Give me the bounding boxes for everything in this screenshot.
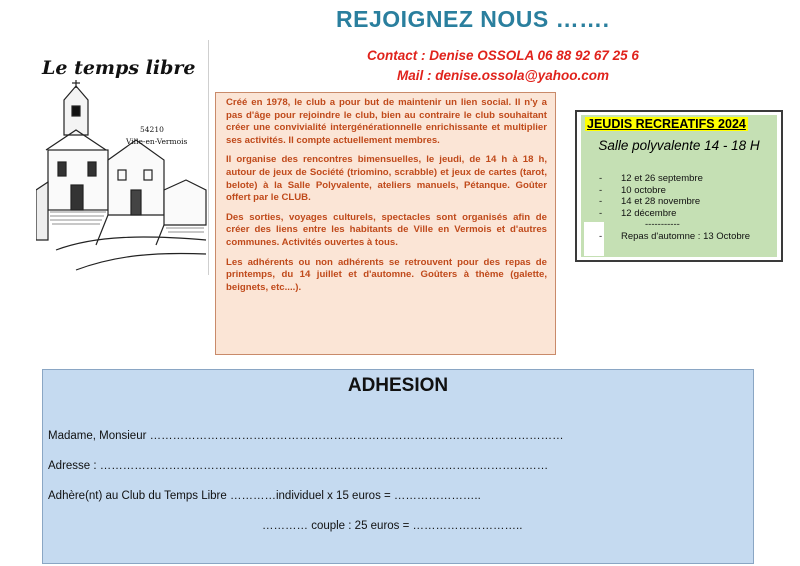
contact-phone: Contact : Denise OSSOLA 06 88 92 67 25 6 bbox=[367, 48, 639, 63]
name-field[interactable]: Madame, Monsieur ……………………………………………………………………………………………… bbox=[48, 430, 564, 442]
form-title: ADHESION bbox=[347, 375, 449, 396]
contact-email: Mail : denise.ossola@yahoo.com bbox=[397, 68, 609, 83]
list-item: - 10 octobre bbox=[599, 184, 666, 196]
description-paragraph: Des sorties, voyages culturels, spectacles sont organisés afin de créer des liens entre les habitants de Ville en Vermois et d'autres communes. Activités ouvertes à tous. bbox=[226, 211, 547, 248]
schedule-panel bbox=[581, 115, 777, 257]
list-item: - 12 et 26 septembre bbox=[599, 173, 703, 184]
individual-fee-field[interactable]: Adhère(nt) au Club du Temps Libre …………individuel x 15 euros = ………………….. bbox=[48, 490, 481, 502]
schedule-location: Salle polyvalente 14 - 18 H bbox=[598, 138, 760, 153]
logo-title: Le temps libre bbox=[42, 57, 196, 79]
couple-fee-field[interactable]: ………… couple : 25 euros = ……………………….. bbox=[262, 520, 523, 532]
description-paragraph: Les adhérents ou non adhérents se retrouvent pour des repas de printemps, du 14 juillet et d'automne. Goûters à thème (galette, beignets, etc....). bbox=[226, 256, 547, 293]
club-description-box bbox=[215, 92, 556, 355]
logo-town: Ville-en-Vermois bbox=[126, 137, 188, 146]
list-item: - 12 décembre bbox=[599, 207, 677, 219]
schedule-box bbox=[575, 110, 783, 262]
schedule-separator: ----------- bbox=[645, 219, 680, 231]
description-paragraph: Il organise des rencontres bimensuelles, le jeudi, de 14 h à 18 h, autour de jeux de Société (triomino, scrabble) et jeux de cartes (tarot, belote) à la Salle Polyvalente, ateliers manuels, Pétanque. Goûter offert par le CLUB. bbox=[226, 154, 547, 204]
schedule-dates-list bbox=[599, 173, 750, 243]
membership-form bbox=[42, 369, 754, 564]
page-title: REJOIGNEZ NOUS ……. bbox=[336, 6, 610, 32]
list-item: - 14 et 28 novembre bbox=[599, 196, 701, 208]
description-paragraph: Créé en 1978, le club a pour but de maintenir un lien social. Il n'y a pas d'âge pour rejoindre le club, bien au contraire le club souhaitant créer une convivialité intergénérationnelle enrichissante et multiplier ses activités. Il compte actuellement membres. bbox=[226, 97, 547, 146]
club-logo-drawing bbox=[36, 40, 209, 275]
address-field[interactable]: Adresse : ……………………………………………………………………………………………………… bbox=[48, 460, 549, 472]
logo-postcode: 54210 bbox=[140, 125, 164, 134]
list-item: - Repas d'automne : 13 Octobre bbox=[599, 230, 751, 242]
schedule-title: JEUDIS RECREATIFS 2024 bbox=[587, 117, 746, 131]
